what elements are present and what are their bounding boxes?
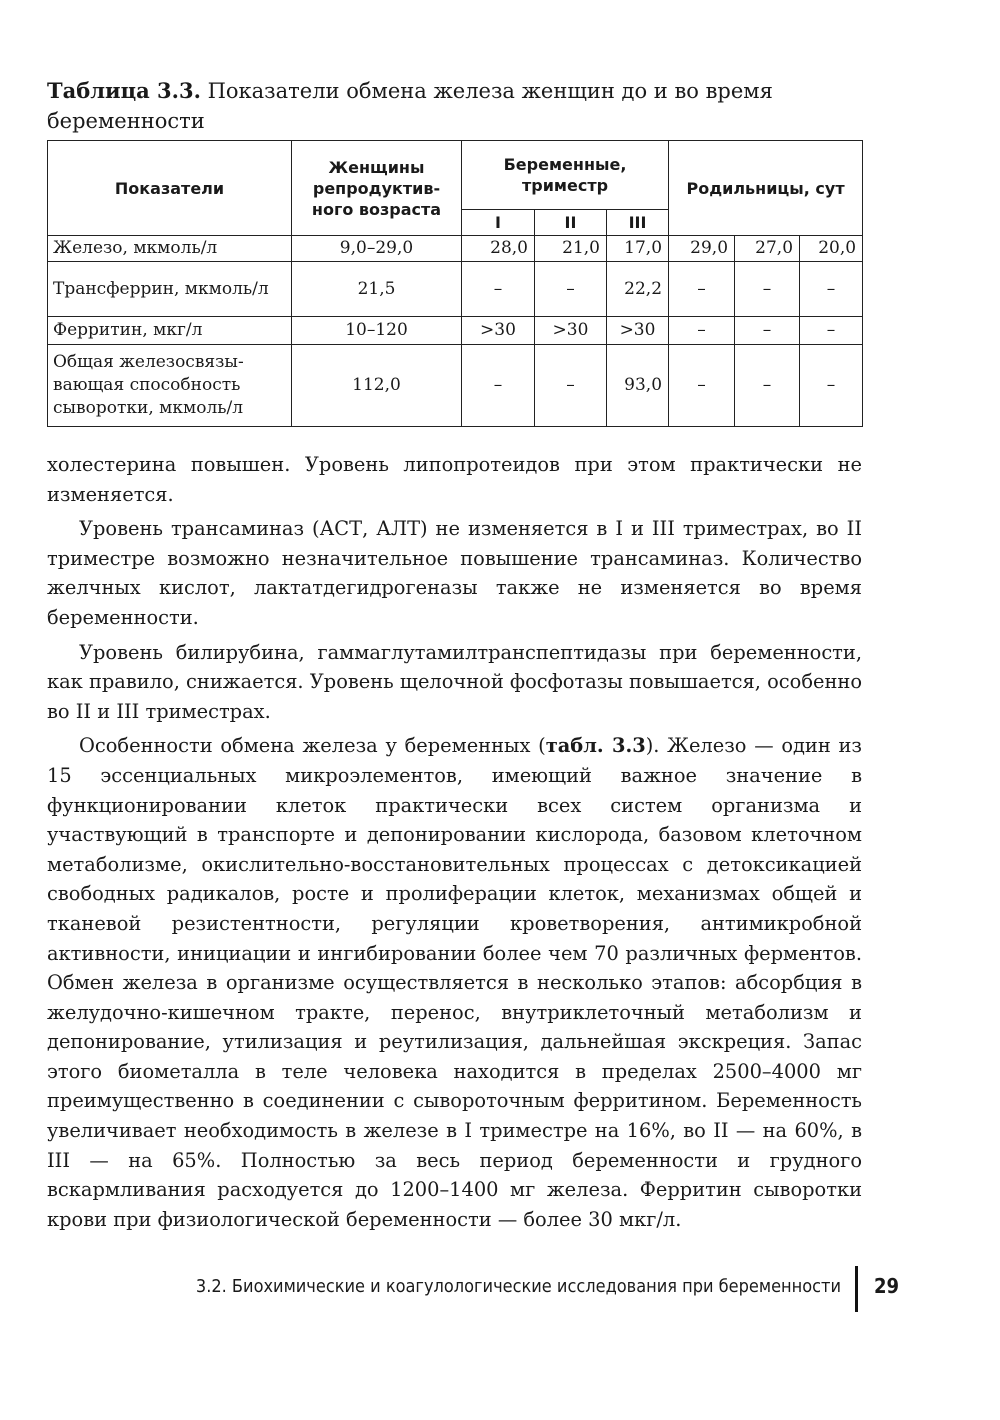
header-trimester-1: I: [462, 210, 535, 236]
cell-t1: –: [462, 262, 535, 317]
cell-p3: –: [800, 262, 863, 317]
cell-t3: >30: [607, 317, 669, 345]
cell-p1: –: [669, 317, 735, 345]
footer-divider: [855, 1266, 858, 1312]
table-row: [48, 317, 863, 345]
header-women: Женщины репродуктивного возраста: [292, 141, 462, 236]
cell-t3: 17,0: [607, 236, 669, 262]
table-reference-link[interactable]: табл. 3.3: [545, 734, 646, 758]
body-text: [47, 450, 862, 1239]
cell-women: 9,0–29,0: [292, 236, 462, 262]
cell-t1: 28,0: [462, 236, 535, 262]
row-label: Ферритин, мкг/л: [48, 317, 292, 345]
cell-p1: –: [669, 345, 735, 427]
cell-p2: –: [735, 262, 800, 317]
cell-p2: –: [735, 345, 800, 427]
cell-p2: –: [735, 317, 800, 345]
cell-t1: –: [462, 345, 535, 427]
table-row: [48, 236, 863, 262]
table-caption: [47, 76, 862, 136]
header-indicators: Показатели: [48, 141, 292, 236]
cell-women: 112,0: [292, 345, 462, 427]
cell-t2: –: [535, 345, 607, 427]
cell-p2: 27,0: [735, 236, 800, 262]
cell-t2: >30: [535, 317, 607, 345]
table-caption-label: Таблица 3.3.: [47, 78, 201, 103]
paragraph-transaminases: Уровень трансаминаз (АСТ, АЛТ) не изменяется в I и III триместрах, во II триместре возможно незначительное повышение трансаминаз. Количество желчных кислот, лактатдегидрогеназы также не изменяется во время беременности.: [47, 517, 862, 629]
cell-p3: 20,0: [800, 236, 863, 262]
iron-metabolism-table: [47, 140, 863, 427]
paragraph-bilirubin: Уровень билирубина, гаммаглутамилтранспептидазы при беременности, как правило, снижается. Уровень щелочной фосфотазы повышается, особенно во II и III триместрах.: [47, 640, 862, 723]
table-row: [48, 345, 863, 427]
cell-women: 10–120: [292, 317, 462, 345]
table-caption-text: Показатели обмена железа женщин до и во время беременности: [47, 79, 773, 133]
header-trimester-3: III: [607, 210, 669, 236]
cell-p1: 29,0: [669, 236, 735, 262]
cell-t1: >30: [462, 317, 535, 345]
page-number: 29: [873, 1274, 899, 1298]
cell-p1: –: [669, 262, 735, 317]
cell-t3: 22,2: [607, 262, 669, 317]
running-section-title: 3.2. Биохимические и коагулологические исследования при беременности: [195, 1276, 841, 1297]
table-row: [48, 262, 863, 317]
cell-p3: –: [800, 317, 863, 345]
header-trimester-2: II: [535, 210, 607, 236]
paragraph-iron: [47, 731, 862, 1234]
row-label: Общая железосвязывающая способность сыворотки, мкмоль/л: [48, 345, 292, 427]
row-label: Железо, мкмоль/л: [48, 236, 292, 262]
page-footer: [125, 1266, 905, 1312]
cell-t2: –: [535, 262, 607, 317]
cell-t3: 93,0: [607, 345, 669, 427]
header-pregnant: Беременные, триместр: [462, 141, 669, 210]
cell-p3: –: [800, 345, 863, 427]
paragraph-iron-rest: ). Железо — один из 15 эссенциальных микроэлементов, имеющий важное значение в функционировании клеток практически всех систем организма и участвующий в транспорте и депонировании кислорода, базовом клеточном метаболизме, окислительно-восстановительных процессах с детоксикацией свободных радикалов, росте и пролиферации клеток, механизмах общей и тканевой резистентности, регуляции кроветворения, антимикробной активности, инициации и ингибировании более чем 70 различных ферментов. Обмен железа в организме осуществляется в несколько этапов: абсорбция в желудочно-кишечном тракте, перенос, внутриклеточный метаболизм и депонирование, утилизация и реутилизация, дальнейшая экскреция. Запас этого биометалла в теле человека находится в пределах 2500–4000 мг преимущественно в соединении с сывороточным ферритином. Беременность увеличивает необходимость в железе в I триместре на 16%, во II — на 60%, в III — на 65%. Полностью за весь период беременности и грудного вскармливания расходуется до 1200–1400 мг железа. Ферритин сыворотки крови при физиологической беременности — более 30 мкг/л.: [47, 734, 863, 1231]
paragraph-iron-start: Особенности обмена железа у беременных (: [79, 734, 546, 758]
header-postpartum: Родильницы, сут: [669, 141, 863, 236]
cell-women: 21,5: [292, 262, 462, 317]
paragraph-cholesterol: холестерина повышен. Уровень липопротеидов при этом практически не изменяется.: [47, 453, 862, 506]
row-label: Трансферрин, мкмоль/л: [48, 262, 292, 317]
cell-t2: 21,0: [535, 236, 607, 262]
